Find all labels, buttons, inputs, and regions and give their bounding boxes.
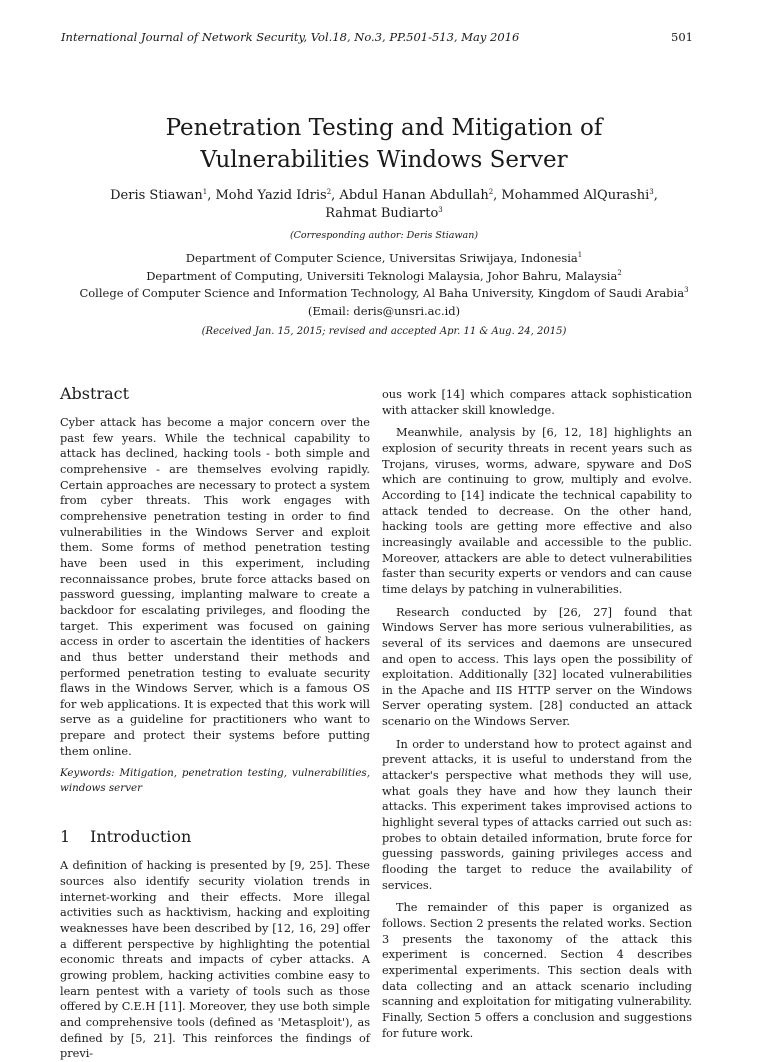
affiliation-1 — [60, 250, 708, 268]
affiliation-2 — [60, 268, 708, 286]
affiliation-text: Department of Computer Science, Universitas Sriwijaya, Indonesia — [185, 251, 578, 265]
author-name: Deris Stiawan — [110, 188, 203, 203]
title-line-1: Penetration Testing and Mitigation of — [165, 115, 603, 141]
affiliation-marker: 2 — [488, 188, 494, 196]
corresponding-author: (Corresponding author: Deris Stiawan) — [289, 230, 479, 241]
author-list — [60, 187, 708, 223]
affiliation-marker: 3 — [438, 206, 443, 214]
paragraph-paper-organization: The remainder of this paper is organized as follows. Section 2 presents the related works. Section 3 presents the taxonomy of the attack this experiment is concerned. Section 4 describes experimental experiments. This section deals with data collecting and an attack scenario including scanning and exploitation for mitigating vulnerability. Finally, Section 5 offers a conclusion and suggestions for future work. — [382, 901, 692, 1040]
page-number: 501 — [671, 30, 693, 44]
affiliation-marker: 1 — [577, 251, 583, 259]
right-column — [382, 387, 692, 1041]
affiliation-marker: 3 — [684, 286, 689, 294]
paragraph-threat-analysis: Meanwhile, analysis by [6, 12, 18] highlights an explosion of security threats in recent years such as Trojans, viruses, worms, adware, spyware and DoS which are continuing to grow, multiply and evolve. According to [14] indicate the technical capability to attack tended to decrease. On the other hand, hacking tools are getting more effective and also increasingly available and accessible to the public. Moreover, attackers are able to detect vulnerabilities faster than security experts or vendors and can cause time delays by patching in vulnerabilities. — [382, 426, 692, 596]
paper-title — [60, 112, 708, 176]
section-number: 1 — [60, 827, 71, 847]
author-name: Rahmat Budiarto — [325, 206, 439, 221]
author-name: , Abdul Hanan Abdullah — [331, 188, 489, 203]
paragraph-continued: ous work [14] which compares attack sophistication with attacker skill knowledge. — [382, 388, 692, 417]
author-separator: , — [653, 188, 658, 203]
received-dates: (Received Jan. 15, 2015; revised and accepted Apr. 11 & Aug. 24, 2015) — [201, 326, 567, 337]
paragraph-windows-vulnerabilities: Research conducted by [26, 27] found that Windows Server has more serious vulnerabilities, as several of its services and daemons are unsecured and open to access. This lays open the possibility of exploitation. Additionally [32] located vulnerabilities in the Apache and IIS HTTP server on the Windows Server operating system. [28] conducted an attack scenario on the Windows Server. — [382, 605, 692, 729]
affiliation-text: College of Computer Science and Information Technology, Al Baha University, Kingdom of Saudi Arabia — [79, 286, 685, 300]
affiliation-list — [60, 250, 708, 320]
introduction-heading — [60, 826, 370, 848]
affiliation-marker: 2 — [326, 188, 332, 196]
keywords: Keywords: Mitigation, penetration testing, vulnerabilities, windows server — [60, 767, 370, 795]
abstract-heading: Abstract — [60, 384, 130, 403]
contact-email: (Email: deris@unsri.ac.id) — [307, 303, 461, 318]
running-header — [61, 30, 693, 44]
title-line-2: Vulnerabilities Windows Server — [200, 147, 568, 173]
introduction-paragraph-1: A definition of hacking is presented by [9, 25]. These sources also identify security violation trends in internet-working and their effects. More illegal activities such as hacktivism, hacking and exploiting weaknesses have been described by [12, 16, 29] offer a different perspective by highlighting the potential economic threats and impacts of cyber attacks. A growing problem, hacking activities combine easy to learn pentest with a variety of tools such as those offered by C.E.H [11]. Moreover, they use both simple and comprehensive tools (defined as 'Metasploit'), as defined by [5, 21]. This reinforces the findings of previ- — [60, 859, 370, 1061]
affiliation-marker: 3 — [649, 188, 654, 196]
section-title: Introduction — [90, 827, 192, 847]
abstract-body: Cyber attack has become a major concern over the past few years. While the technical capability to attack has declined, hacking tools - both simple and comprehensive - are themselves evolving rapidly. Certain approaches are necessary to protect a system from cyber threats. This work engages with comprehensive penetration testing in order to find vulnerabilities in the Windows Server and exploit them. Some forms of method penetration testing have been used in this experiment, including reconnaissance probes, brute force attacks based on password guessing, implanting malware to create a backdoor for escalating privileges, and flooding the target. This experiment was focused on gaining access in order to ascertain the identities of hackers and thus better understand their methods and performed penetration testing to evaluate security flaws in the Windows Server, which is a famous OS for web applications. It is expected that this work will serve as a guideline for practitioners who want to prepare and protect their systems before putting them online. — [60, 416, 370, 758]
paragraph-attacker-perspective: In order to understand how to protect against and prevent attacks, it is useful to understand from the attacker's perspective what methods they will use, what goals they have and how they launch their attacks. This experiment takes improvised actions to highlight several types of attacks carried out such as: probes to obtain detailed information, brute force for guessing passwords, gaining privileges access and flooding the target to reduce the availability of services. — [382, 737, 692, 892]
author-line-2 — [60, 205, 708, 223]
affiliation-text: Department of Computing, Universiti Teknologi Malaysia, Johor Bahru, Malaysia — [146, 268, 618, 283]
author-name: , Mohammed AlQurashi — [493, 188, 650, 203]
affiliation-3 — [60, 285, 708, 303]
affiliation-marker: 1 — [202, 188, 208, 196]
author-line-1 — [60, 187, 708, 205]
journal-citation: International Journal of Network Security, Vol.18, No.3, PP.501-513, May 2016 — [61, 30, 520, 44]
author-name: , Mohd Yazid Idris — [207, 188, 327, 203]
left-column — [60, 383, 370, 1062]
affiliation-marker: 2 — [617, 268, 622, 277]
